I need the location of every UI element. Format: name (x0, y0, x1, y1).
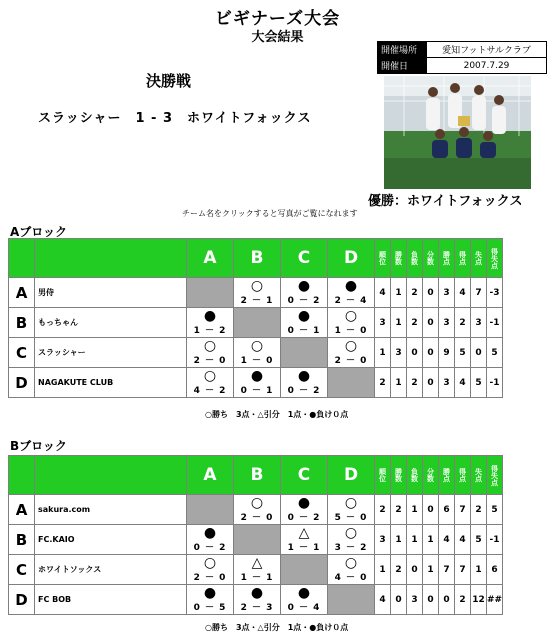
match-result-cell (234, 338, 281, 368)
team-name-link[interactable]: sakura.com (35, 495, 187, 525)
block-b-stat-header: 順位 (375, 456, 391, 495)
team-name-link[interactable]: FC.KAIO (35, 525, 187, 555)
block-b-stat-header: 勝点 (439, 456, 455, 495)
loss-dot-icon: ● (297, 495, 311, 511)
block-a-header-corner (9, 239, 35, 278)
stat-value: 0 (423, 585, 439, 615)
block-a-col-header-b: B (234, 239, 281, 278)
block-a-team-row-c (9, 338, 503, 368)
match-result (187, 308, 233, 337)
match-result (234, 495, 280, 524)
stat-value: 1 (471, 555, 487, 585)
match-result-cell (281, 368, 328, 398)
stat-value: 0 (407, 338, 423, 368)
loss-dot-icon: ● (250, 585, 264, 601)
stat-value: 5 (471, 525, 487, 555)
stat-value: 0 (391, 585, 407, 615)
win-circle-icon: ○ (250, 495, 264, 511)
stat-value: 4 (375, 278, 391, 308)
stat-value: 3 (407, 585, 423, 615)
page-title: ビギナーズ大会 (214, 9, 341, 29)
info-row-venue (378, 42, 547, 58)
block-b-col-header-a: A (187, 456, 234, 495)
page-subtitle: 大会結果 (251, 30, 304, 45)
block-b-col-header-c: C (281, 456, 328, 495)
team-name-link[interactable]: FC BOB (35, 585, 187, 615)
match-score: 0 － 2 (287, 513, 321, 523)
stat-value: 1 (423, 525, 439, 555)
team-name-link[interactable]: 男侍 (35, 278, 187, 308)
match-result-cell (187, 585, 234, 615)
block-b-header-corner (9, 456, 35, 495)
win-circle-icon: ○ (250, 338, 264, 354)
self-match-cell (281, 338, 328, 368)
loss-dot-icon: ● (297, 308, 311, 324)
block-b-stat-header: 得点 (455, 456, 471, 495)
block-a-stat-header: 得点 (455, 239, 471, 278)
match-result (234, 585, 280, 614)
stat-value: 0 (423, 338, 439, 368)
info-row-date (378, 58, 547, 74)
match-result (281, 368, 327, 397)
stat-value: 4 (455, 278, 471, 308)
block-a-stat-header: 失点 (471, 239, 487, 278)
stat-value: 1 (375, 555, 391, 585)
match-result-cell (234, 555, 281, 585)
win-circle-icon: ○ (203, 555, 217, 571)
row-letter: C (9, 555, 35, 585)
match-score: 0 － 1 (287, 326, 321, 336)
match-result (187, 525, 233, 554)
stat-value: -1 (487, 308, 503, 338)
match-result-cell (281, 585, 328, 615)
block-a-stat-header: 勝数 (391, 239, 407, 278)
match-result (281, 525, 327, 554)
block-b-stat-header: 失点 (471, 456, 487, 495)
stat-value: 1 (407, 495, 423, 525)
final-match-score: スラッシャー 1 - 3 ホワイトフォックス (38, 111, 312, 126)
block-a-header-team (35, 239, 187, 278)
match-result (234, 555, 280, 584)
block-a-title: Aブロック (10, 225, 68, 239)
match-score: 1 － 1 (287, 543, 321, 553)
match-result (187, 555, 233, 584)
stat-value: 4 (455, 368, 471, 398)
row-letter: B (9, 308, 35, 338)
self-match-cell (187, 278, 234, 308)
win-circle-icon: ○ (250, 278, 264, 294)
stat-value: 0 (423, 495, 439, 525)
draw-triangle-icon: △ (298, 525, 310, 541)
stat-value: ## (487, 585, 503, 615)
match-score: 1 － 0 (240, 356, 274, 366)
match-score: 0 － 1 (240, 386, 274, 396)
match-score: 5 － 0 (334, 513, 368, 523)
match-result (234, 338, 280, 367)
match-score: 1 － 2 (193, 326, 227, 336)
event-info-table (377, 41, 547, 74)
row-letter: A (9, 278, 35, 308)
match-score: 0 － 2 (193, 543, 227, 553)
match-score: 4 － 0 (334, 573, 368, 583)
row-letter: C (9, 338, 35, 368)
match-result-cell (281, 308, 328, 338)
block-a-col-header-c: C (281, 239, 328, 278)
match-result-cell (234, 585, 281, 615)
row-letter: D (9, 585, 35, 615)
match-result (328, 555, 374, 584)
match-result-cell (328, 308, 375, 338)
block-b-stat-header: 得失点 (487, 456, 503, 495)
row-letter: A (9, 495, 35, 525)
match-result (234, 278, 280, 307)
match-result-cell (234, 368, 281, 398)
stat-value: 2 (375, 368, 391, 398)
stat-value: 1 (407, 525, 423, 555)
loss-dot-icon: ● (203, 308, 217, 324)
stat-value: 0 (471, 338, 487, 368)
match-result (328, 525, 374, 554)
final-match-label: 決勝戦 (146, 72, 192, 90)
stat-value: 7 (439, 555, 455, 585)
stat-value: 5 (455, 338, 471, 368)
block-b-stat-header: 分数 (423, 456, 439, 495)
match-result (328, 495, 374, 524)
stat-value: 3 (375, 308, 391, 338)
info-value-venue: 愛知フットサルクラブ (427, 42, 547, 58)
match-result-cell (187, 308, 234, 338)
stat-value: -3 (487, 278, 503, 308)
block-b-team-row-a (9, 495, 503, 525)
match-score: 2 － 0 (334, 356, 368, 366)
match-result-cell (281, 278, 328, 308)
block-a-stat-header: 分数 (423, 239, 439, 278)
stat-value: 5 (487, 338, 503, 368)
match-score: 1 － 0 (334, 326, 368, 336)
block-a-stat-header: 順位 (375, 239, 391, 278)
loss-dot-icon: ● (297, 368, 311, 384)
match-score: 2 － 0 (193, 356, 227, 366)
stat-value: -1 (487, 525, 503, 555)
match-result-cell (187, 525, 234, 555)
stat-value: 3 (375, 525, 391, 555)
stat-value: 1 (423, 555, 439, 585)
match-result (234, 368, 280, 397)
match-result-cell (328, 555, 375, 585)
block-b-team-row-d (9, 585, 503, 615)
team-name-link[interactable]: ホワイトソックス (35, 555, 187, 585)
block-b-stat-header: 勝数 (391, 456, 407, 495)
info-key-date: 開催日 (378, 58, 427, 74)
info-value-date: 2007.7.29 (427, 58, 547, 74)
block-a-legend: ○勝ち 3点・△引分 1点・●負け０点 (205, 410, 349, 419)
photo-hint: チーム名をクリックすると写真がご覧になれます (182, 209, 358, 218)
match-result (281, 495, 327, 524)
stat-value: 4 (439, 525, 455, 555)
stat-value: 4 (455, 525, 471, 555)
match-score: 1 － 1 (240, 573, 274, 583)
match-result (281, 308, 327, 337)
match-result-cell (187, 368, 234, 398)
match-result (328, 338, 374, 367)
block-a-stat-header: 負数 (407, 239, 423, 278)
match-result-cell (328, 495, 375, 525)
stat-value: 6 (439, 495, 455, 525)
stat-value: 0 (407, 555, 423, 585)
match-result-cell (234, 495, 281, 525)
info-key-venue: 開催場所 (378, 42, 427, 58)
match-result-cell (187, 555, 234, 585)
block-b-team-row-c (9, 555, 503, 585)
win-circle-icon: ○ (344, 555, 358, 571)
draw-triangle-icon: △ (251, 555, 263, 571)
winner-label: 優勝：ホワイトフォックス (368, 194, 523, 209)
loss-dot-icon: ● (297, 278, 311, 294)
winning-team-photo[interactable] (384, 76, 531, 189)
loss-dot-icon: ● (344, 278, 358, 294)
match-score: 0 － 5 (193, 603, 227, 613)
match-result (187, 585, 233, 614)
stat-value: 2 (391, 555, 407, 585)
stat-value: 5 (471, 368, 487, 398)
self-match-cell (234, 525, 281, 555)
stat-value: 2 (455, 308, 471, 338)
stat-value: 6 (487, 555, 503, 585)
block-b-stat-header: 負数 (407, 456, 423, 495)
stat-value: 7 (471, 278, 487, 308)
match-score: 3 － 2 (334, 543, 368, 553)
stat-value: 0 (439, 585, 455, 615)
match-score: 2 － 1 (240, 296, 274, 306)
block-a-col-header-d: D (328, 239, 375, 278)
self-match-cell (234, 308, 281, 338)
win-circle-icon: ○ (344, 338, 358, 354)
stat-value: 3 (391, 338, 407, 368)
self-match-cell (328, 368, 375, 398)
block-a-team-row-d (9, 368, 503, 398)
row-letter: B (9, 525, 35, 555)
loss-dot-icon: ● (250, 368, 264, 384)
block-a-col-header-a: A (187, 239, 234, 278)
stat-value: 2 (455, 585, 471, 615)
self-match-cell (328, 585, 375, 615)
match-score: 0 － 2 (287, 296, 321, 306)
match-result-cell (187, 338, 234, 368)
stat-value: 1 (391, 525, 407, 555)
block-b-col-header-d: D (328, 456, 375, 495)
match-result (187, 338, 233, 367)
stat-value: -1 (487, 368, 503, 398)
match-result (328, 278, 374, 307)
block-a-team-row-a (9, 278, 503, 308)
row-letter: D (9, 368, 35, 398)
match-score: 0 － 4 (287, 603, 321, 613)
stat-value: 2 (407, 368, 423, 398)
block-b-team-row-b (9, 525, 503, 555)
match-result-cell (328, 278, 375, 308)
match-result-cell (328, 525, 375, 555)
block-b-header-team (35, 456, 187, 495)
win-circle-icon: ○ (344, 525, 358, 541)
stat-value: 2 (407, 308, 423, 338)
stat-value: 2 (391, 495, 407, 525)
match-score: 2 － 3 (240, 603, 274, 613)
match-score: 2 － 0 (193, 573, 227, 583)
match-score: 4 － 2 (193, 386, 227, 396)
win-circle-icon: ○ (203, 368, 217, 384)
match-result (281, 278, 327, 307)
self-match-cell (281, 555, 328, 585)
stat-value: 9 (439, 338, 455, 368)
match-result-cell (234, 278, 281, 308)
team-photo-illustration (384, 76, 531, 189)
stat-value: 12 (471, 585, 487, 615)
stat-value: 2 (471, 495, 487, 525)
match-score: 2 － 4 (334, 296, 368, 306)
loss-dot-icon: ● (203, 585, 217, 601)
stat-value: 0 (423, 278, 439, 308)
stat-value: 3 (439, 368, 455, 398)
stat-value: 3 (439, 308, 455, 338)
stat-value: 5 (487, 495, 503, 525)
block-b-title: Bブロック (10, 439, 67, 453)
stat-value: 7 (455, 555, 471, 585)
match-result (187, 368, 233, 397)
stat-value: 7 (455, 495, 471, 525)
match-result-cell (281, 495, 328, 525)
win-circle-icon: ○ (203, 338, 217, 354)
loss-dot-icon: ● (297, 585, 311, 601)
block-a-table (8, 238, 503, 398)
block-a-stat-header: 勝点 (439, 239, 455, 278)
team-name-link[interactable]: もっちゃん (35, 308, 187, 338)
block-b-table (8, 455, 503, 615)
stat-value: 1 (391, 368, 407, 398)
stat-value: 1 (391, 278, 407, 308)
block-b-col-header-b: B (234, 456, 281, 495)
block-b-header-row (9, 456, 503, 495)
stat-value: 1 (375, 338, 391, 368)
block-a-stat-header: 得失点 (487, 239, 503, 278)
match-result (328, 308, 374, 337)
block-b-legend: ○勝ち 3点・△引分 1点・●負け０点 (205, 623, 349, 632)
stat-value: 4 (375, 585, 391, 615)
loss-dot-icon: ● (203, 525, 217, 541)
stat-value: 2 (407, 278, 423, 308)
stat-value: 0 (423, 308, 439, 338)
match-result-cell (328, 338, 375, 368)
block-a-team-row-b (9, 308, 503, 338)
match-result (281, 585, 327, 614)
team-name-link[interactable]: スラッシャー (35, 338, 187, 368)
block-a-header-row (9, 239, 503, 278)
match-result-cell (281, 525, 328, 555)
stat-value: 0 (423, 368, 439, 398)
stat-value: 3 (439, 278, 455, 308)
self-match-cell (187, 495, 234, 525)
stat-value: 2 (375, 495, 391, 525)
team-name-link[interactable]: NAGAKUTE CLUB (35, 368, 187, 398)
win-circle-icon: ○ (344, 495, 358, 511)
win-circle-icon: ○ (344, 308, 358, 324)
match-score: 2 － 0 (240, 513, 274, 523)
stat-value: 1 (391, 308, 407, 338)
match-score: 0 － 2 (287, 386, 321, 396)
stat-value: 3 (471, 308, 487, 338)
